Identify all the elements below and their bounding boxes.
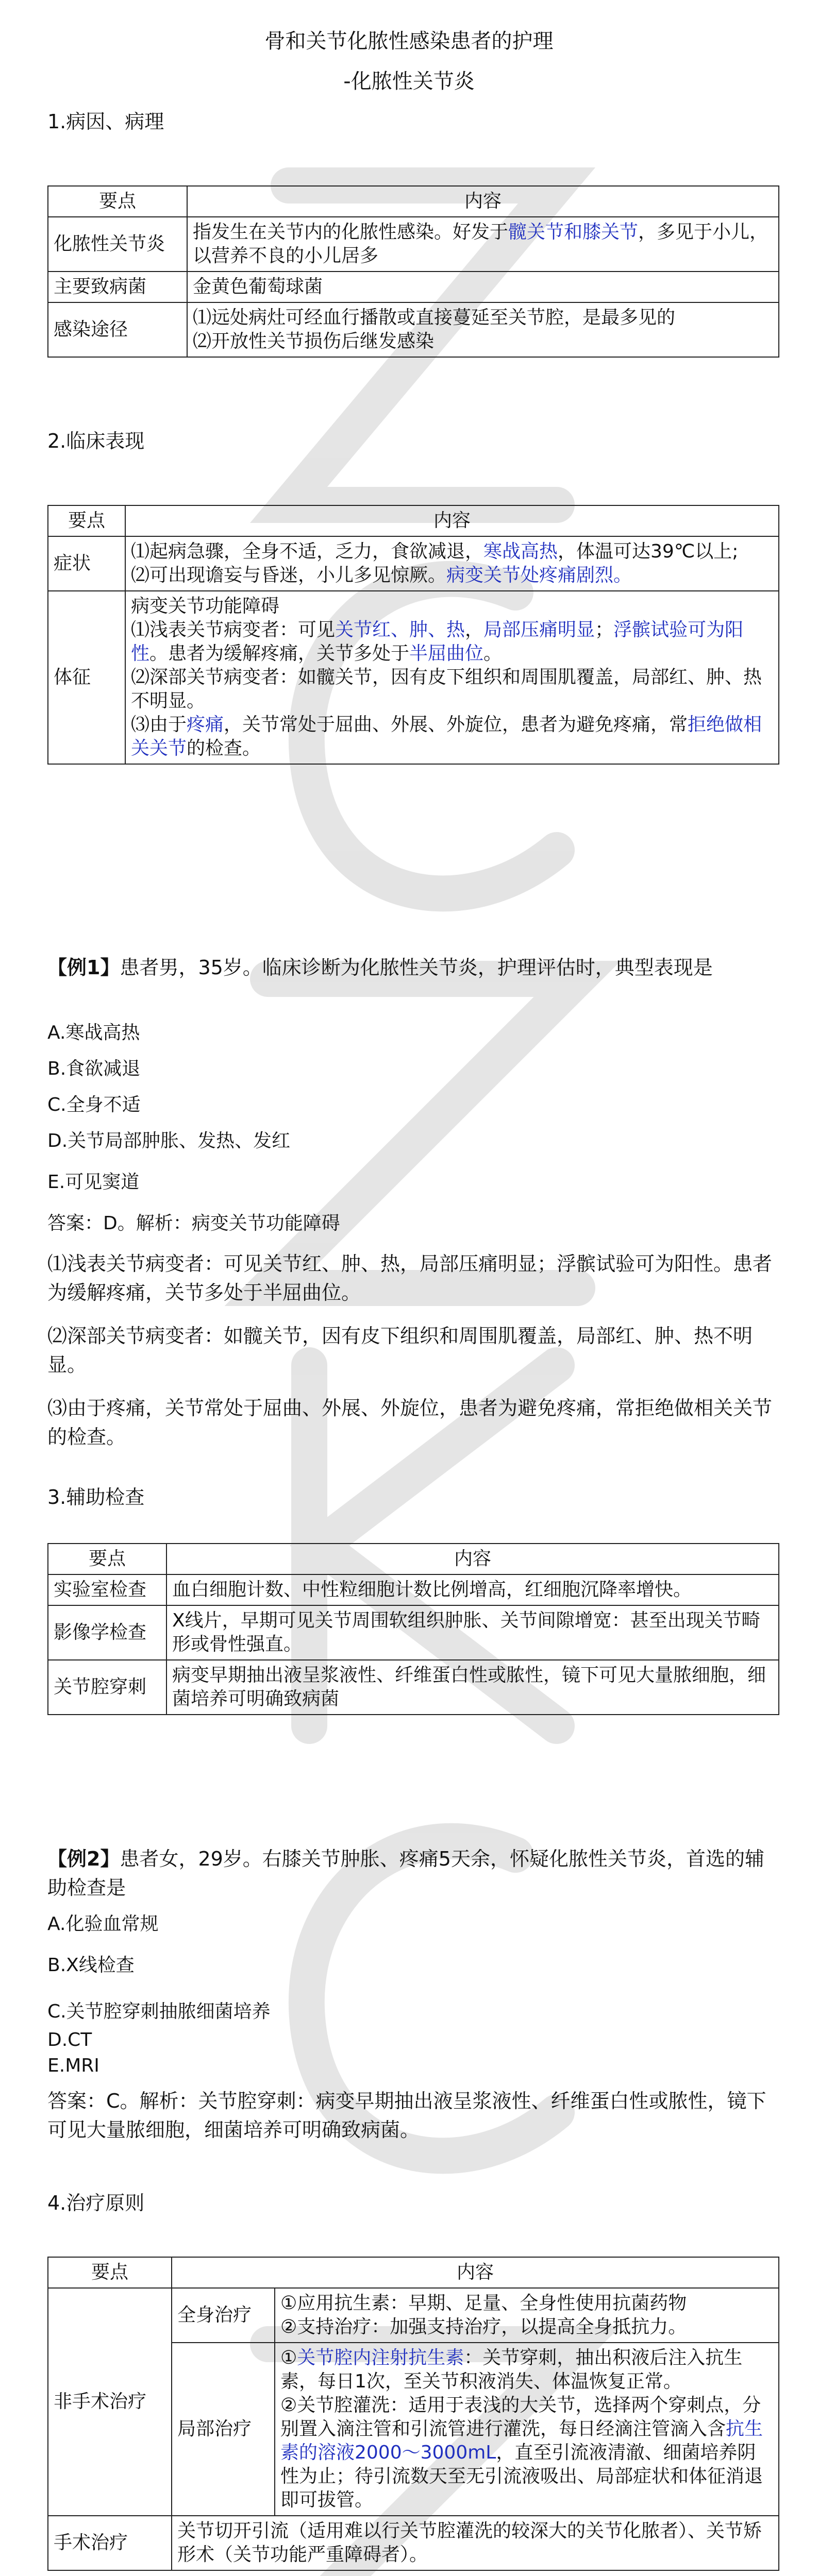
row-key: 影像学检查: [48, 1605, 166, 1660]
example-2-option: A.化验血常规: [47, 1913, 159, 1935]
row-value: ⑴远处病灶可经血行播散或直接蔓延至关节腔，是最多见的 ⑵开放性关节损伤后继发感染: [187, 302, 779, 357]
section-heading-treatment: 4.治疗原则: [47, 2192, 145, 2214]
example-1-answer: 答案：D。解析：病变关节功能障碍: [47, 1213, 340, 1234]
row-value: 血白细胞计数、中性粒细胞计数比例增高，红细胞沉降率增快。: [166, 1574, 779, 1605]
example-1-option: A.寒战高热: [47, 1022, 140, 1043]
row-value: ⑴起病急骤，全身不适，乏力，食欲减退，寒战高热，体温可达39℃以上; ⑵可出现谵妄与昏迷，小儿多见惊厥。病变关节处疼痛剧烈。: [125, 536, 779, 591]
treatment-table: [47, 2257, 779, 2571]
row-value: X线片，早期可见关节周围软组织肿胀、关节间隙增宽：甚至出现关节畸形或骨性强直。: [166, 1605, 779, 1660]
row-key: 非手术治疗: [48, 2288, 172, 2516]
example-1-option: D.关节局部肿胀、发热、发红: [47, 1130, 291, 1151]
col-header-content: 内容: [187, 186, 779, 217]
row-value: 病变早期抽出液呈浆液性、纤维蛋白性或脓性，镜下可见大量脓细胞，细菌培养可明确致病菌: [166, 1660, 779, 1715]
example-1-option: C.全身不适: [47, 1094, 141, 1115]
example-1-explanation: ⑶由于疼痛，关节常处于屈曲、外展、外旋位，患者为避免疼痛，常拒绝做相关关节的检查。: [47, 1397, 773, 1448]
col-header-content: 内容: [166, 1544, 779, 1574]
row-value: 病变关节功能障碍 ⑴浅表关节病变者：可见关节红、肿、热，局部压痛明显；浮髌试验可为阳性。患者为缓解疼痛，关节多处于半屈曲位。 ⑵深部关节病变者：如髋关节，因有皮下组织和周围肌覆盖，局部红、肿、热不明显。 ⑶由于疼痛，关节常处于屈曲、外展、外旋位，患者为避免疼痛，常拒绝做相关关节的检查。: [125, 591, 779, 764]
etiology-table: [47, 185, 779, 358]
document-subtitle: -化脓性关节炎: [343, 70, 475, 93]
clinical-table: [47, 505, 779, 765]
col-header-key: 要点: [48, 1544, 166, 1574]
example-1-option: E.可见窦道: [47, 1172, 140, 1193]
col-header-content: 内容: [172, 2257, 779, 2288]
row-value: ①应用抗生素：早期、足量、全身性使用抗菌药物 ②支持治疗：加强支持治疗，以提高全身抵抗力。: [275, 2288, 779, 2343]
example-2-option: B.X线检查: [47, 1955, 135, 1976]
example-2-option: C.关节腔穿刺抽脓细菌培养: [47, 2001, 271, 2022]
example-2-answer: 答案：C。解析：关节腔穿刺：病变早期抽出液呈浆液性、纤维蛋白性或脓性，镜下可见大量脓细胞，细菌培养可明确致病菌。: [47, 2090, 766, 2141]
example-2-question: 【例2】患者女，29岁。右膝关节肿胀、疼痛5天余，怀疑化脓性关节炎，首选的辅助检查是: [47, 1848, 764, 1899]
document-title: 骨和关节化脓性感染患者的护理: [264, 29, 554, 53]
row-key: 关节腔穿刺: [48, 1660, 166, 1715]
sub-key: 局部治疗: [172, 2343, 275, 2516]
exams-table: [47, 1543, 779, 1715]
example-2-option: E.MRI: [47, 2055, 99, 2076]
row-key: 症状: [48, 536, 125, 591]
row-value: ①关节腔内注射抗生素：关节穿刺，抽出积液后注入抗生素，每日1次，至关节积液消失、体温恢复正常。 ②关节腔灌洗：适用于表浅的大关节，选择两个穿刺点，分别置入滴注管和引流管进行灌洗，每日经滴注管滴入含抗生素的溶液2000～3000mL，直至引流液清澈、细菌培养阴性为止；待引流数天至无引流液吸出、局部症状和体征消退即可拔管。: [275, 2343, 779, 2516]
example-1-question: 【例1】患者男，35岁。临床诊断为化脓性关节炎，护理评估时，典型表现是: [47, 956, 713, 979]
example-1-option: B.食欲减退: [47, 1058, 141, 1079]
row-value: 指发生在关节内的化脓性感染。好发于髋关节和膝关节，多见于小儿，以营养不良的小儿居多: [187, 217, 779, 272]
example-1-explanation: ⑴浅表关节病变者：可见关节红、肿、热，局部压痛明显；浮髌试验可为阳性。患者为缓解疼痛，关节多处于半屈曲位。: [47, 1252, 773, 1304]
row-key: 感染途径: [48, 302, 187, 357]
row-key: 体征: [48, 591, 125, 764]
row-key: 主要致病菌: [48, 272, 187, 302]
col-header-key: 要点: [48, 505, 125, 536]
row-key: 实验室检查: [48, 1574, 166, 1605]
col-header-key: 要点: [48, 2257, 172, 2288]
sub-key: 全身治疗: [172, 2288, 275, 2343]
example-1-explanation: ⑵深部关节病变者：如髋关节，因有皮下组织和周围肌覆盖，局部红、肿、热不明显。: [47, 1325, 753, 1376]
row-value: 关节切开引流（适用难以行关节腔灌洗的较深大的关节化脓者）、关节矫形术（关节功能严重障碍者）。: [172, 2516, 779, 2570]
col-header-content: 内容: [125, 505, 779, 536]
row-key: 手术治疗: [48, 2516, 172, 2570]
row-key: 化脓性关节炎: [48, 217, 187, 272]
col-header-key: 要点: [48, 186, 187, 217]
section-heading-exams: 3.辅助检查: [47, 1486, 145, 1509]
section-heading-etiology: 1.病因、病理: [47, 110, 164, 133]
section-heading-clinical: 2.临床表现: [47, 430, 145, 452]
example-2-option: D.CT: [47, 2029, 92, 2050]
row-value: 金黄色葡萄球菌: [187, 272, 779, 302]
